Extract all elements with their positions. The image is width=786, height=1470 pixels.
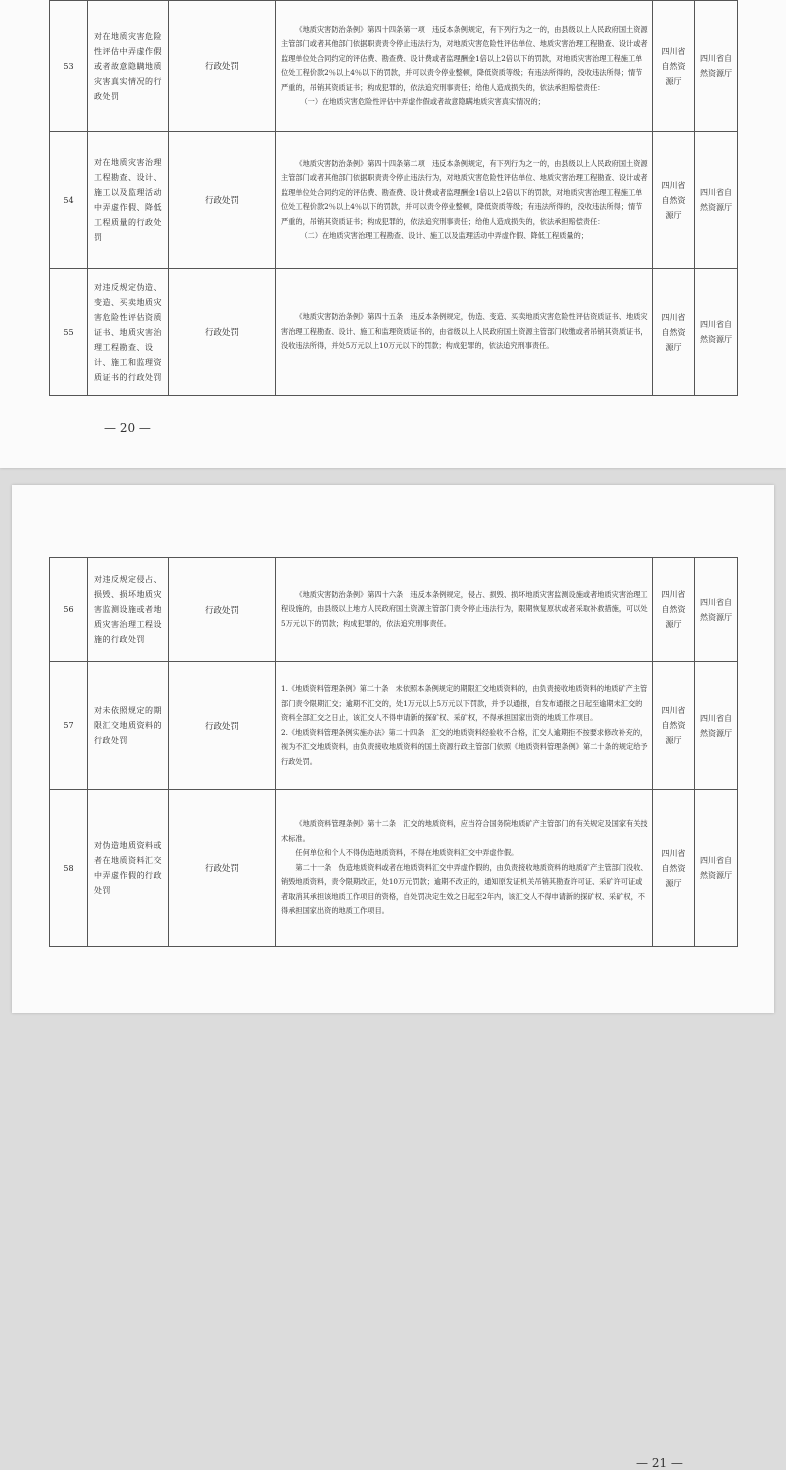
table-row [50, 790, 738, 947]
row-number: 53 [50, 1, 88, 132]
legal-basis-paragraph: 《地质资料管理条例》第十二条 汇交的地质资料，应当符合国务院地质矿产主管部门的有关规定及国家有关技术标准。 [281, 819, 648, 843]
responsible-agency: 四川省自然资源厅 [695, 558, 738, 662]
penalty-item-name: 对在地质灾害治理工程勘查、设计、施工以及监理活动中弄虚作假、降低工程质量的行政处罚 [88, 132, 169, 269]
legal-basis [276, 269, 653, 396]
penalty-type: 行政处罚 [169, 662, 276, 790]
row-number: 56 [50, 558, 88, 662]
legal-basis [276, 558, 653, 662]
legal-basis [276, 132, 653, 269]
legal-basis-paragraph: 第二十一条 伪造地质资料或者在地质资料汇交中弄虚作假的，由负责接收地质资料的地质矿产主管部门没收、销毁地质资料，责令限期改正，处10万元罚款；逾期不改正的，通知原发证机关吊销其勘查许可证、采矿许可证或者取消其承担该地质工作项目的资格，自处罚决定生效之日起至2年内，该汇交人不得申请新的探矿权、采矿权，不得承担国家出资的地质工作项目。 [281, 862, 648, 916]
implementing-agency: 四川省自然资源厅 [653, 662, 695, 790]
penalty-item-name: 对伪造地质资料或者在地质资料汇交中弄虚作假的行政处罚 [88, 790, 169, 947]
legal-basis [276, 1, 653, 132]
legal-basis [276, 790, 653, 947]
legal-basis-paragraph: 《地质灾害防治条例》第四十六条 违反本条例规定，侵占、损毁、损坏地质灾害监测设施或者地质灾害治理工程设施的，由县级以上地方人民政府国土资源主管部门责令停止违法行为，限期恢复原状或者采取补救措施，可以处5万元以下的罚款；构成犯罪的，依法追究刑事责任。 [281, 589, 648, 628]
legal-basis-paragraph: 任何单位和个人不得伪造地质资料，不得在地质资料汇交中弄虚作假。 [295, 848, 519, 858]
table-row [50, 558, 738, 662]
penalty-type: 行政处罚 [169, 790, 276, 947]
implementing-agency: 四川省自然资源厅 [653, 558, 695, 662]
penalty-item-name: 对违反规定侵占、损毁、损坏地质灾害监测设施或者地质灾害治理工程设施的行政处罚 [88, 558, 169, 662]
penalty-table [49, 0, 738, 396]
implementing-agency: 四川省自然资源厅 [653, 132, 695, 269]
table-row [50, 662, 738, 790]
row-number: 54 [50, 132, 88, 269]
penalty-item-name: 对在地质灾害危险性评估中弄虚作假或者故意隐瞒地质灾害真实情况的行政处罚 [88, 1, 169, 132]
document-page [0, 0, 786, 468]
table-row [50, 269, 738, 396]
page-number: — 21 — [636, 1456, 683, 1470]
legal-basis [276, 662, 653, 790]
legal-basis-paragraph: （二）在地质灾害治理工程勘查、设计、施工以及监理活动中弄虚作假、降低工程质量的； [300, 231, 588, 240]
legal-basis-paragraph: （一）在地质灾害危险性评估中弄虚作假或者故意隐瞒地质灾害真实情况的； [300, 97, 545, 106]
table-row [50, 132, 738, 269]
penalty-type: 行政处罚 [169, 558, 276, 662]
penalty-table [49, 557, 738, 947]
penalty-type: 行政处罚 [169, 1, 276, 132]
implementing-agency: 四川省自然资源厅 [653, 1, 695, 132]
responsible-agency: 四川省自然资源厅 [695, 269, 738, 396]
row-number: 55 [50, 269, 88, 396]
penalty-item-name: 对未依照规定的期限汇交地质资料的行政处罚 [88, 662, 169, 790]
table-row [50, 1, 738, 132]
penalty-item-name: 对违反规定伪造、变造、买卖地质灾害危险性评估资质证书、地质灾害治理工程勘查、设计、施工和监理资质证书的行政处罚 [88, 269, 169, 396]
legal-basis-paragraph: 1.《地质资料管理条例》第二十条 未依照本条例规定的期限汇交地质资料的，由负责接收地质资料的地质矿产主管部门责令限期汇交；逾期不汇交的，处1万元以上5万元以下罚款，并予以通报，自发布通报之日起至逾期未汇交的资料全部汇交之日止，该汇交人不得申请新的探矿权、采矿权，不得承担国家出资的地质工作项目。 [281, 684, 648, 722]
responsible-agency: 四川省自然资源厅 [695, 132, 738, 269]
responsible-agency: 四川省自然资源厅 [695, 790, 738, 947]
penalty-type: 行政处罚 [169, 269, 276, 396]
legal-basis-paragraph: 《地质灾害防治条例》第四十五条 违反本条例规定，伪造、变造、买卖地质灾害危险性评估资质证书、地质灾害治理工程勘查、设计、施工和监理资质证书的，由省级以上人民政府国土资源主管部门收缴或者吊销其资质证书，没收违法所得，并处5万元以上10万元以下的罚款；构成犯罪的，依法追究刑事责任。 [281, 312, 648, 351]
legal-basis-paragraph: 《地质灾害防治条例》第四十四条第一项 违反本条例规定，有下列行为之一的，由县级以上人民政府国土资源主管部门或者其他部门依据职责责令停止违法行为，对地质灾害危险性评估单位、地质灾害治理工程勘查、设计或者监理单位处合同约定的评估费、勘查费、设计费或者监理酬金1倍以上2倍以下的罚款，对地质灾害治理工程施工单位处工程价款2％以上4％以下的罚款，并可以责令停业整顿，降低资质等级；有违法所得的，没收违法所得；情节严重的，吊销其资质证书；构成犯罪的，依法追究刑事责任；给他人造成损失的，依法承担赔偿责任： [281, 24, 648, 92]
row-number: 57 [50, 662, 88, 790]
responsible-agency: 四川省自然资源厅 [695, 662, 738, 790]
page-number: — 20 — [104, 421, 151, 435]
legal-basis-paragraph: 2.《地质资料管理条例实施办法》第二十四条 汇交的地质资料经验收不合格，汇交人逾期拒不按要求修改补充的，视为不汇交地质资料，由负责接收地质资料的国土资源行政主管部门依照《地质资料管理条例》第二十条的规定给予行政处罚。 [281, 727, 648, 766]
penalty-type: 行政处罚 [169, 132, 276, 269]
row-number: 58 [50, 790, 88, 947]
table-body [50, 1, 738, 396]
implementing-agency: 四川省自然资源厅 [653, 269, 695, 396]
implementing-agency: 四川省自然资源厅 [653, 790, 695, 947]
document-page [12, 485, 774, 1470]
legal-basis-paragraph: 《地质灾害防治条例》第四十四条第二项 违反本条例规定，有下列行为之一的，由县级以上人民政府国土资源主管部门或者其他部门依据职责责令停止违法行为，对地质灾害危险性评估单位、地质灾害治理工程勘查、设计或者监理单位处合同约定的评估费、勘查费、设计费或者监理酬金1倍以上2倍以下的罚款，对地质灾害治理工程施工单位处工程价款2％以上4％以下的罚款，并可以责令停业整顿，降低资质等级；有违法所得的，没收违法所得；情节严重的，吊销其资质证书；构成犯罪的，依法追究刑事责任；给他人造成损失的，依法承担赔偿责任： [281, 158, 648, 226]
responsible-agency: 四川省自然资源厅 [695, 1, 738, 132]
table-body [50, 558, 738, 947]
